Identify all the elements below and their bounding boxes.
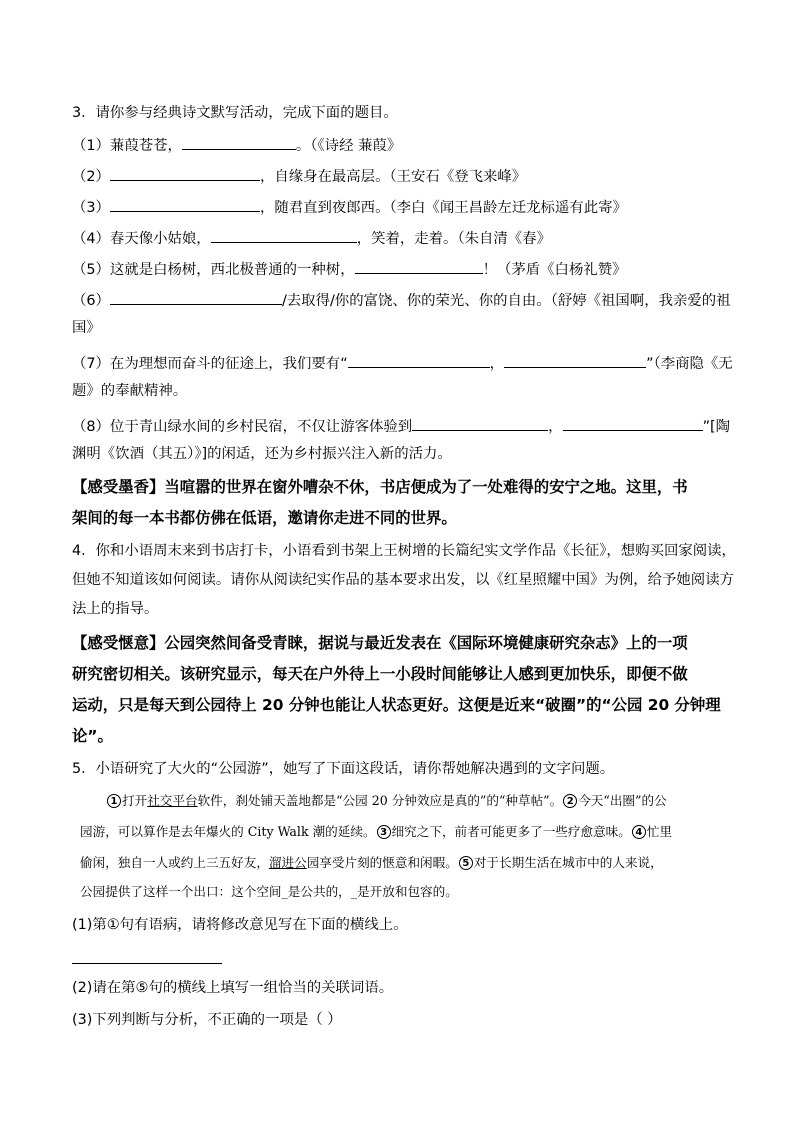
q3-item-2-text-b: ，自缘身在最高层。（王安石《登飞来峰》 <box>259 169 527 185</box>
q3-item-4 <box>72 227 724 249</box>
answer-line[interactable] <box>72 963 222 964</box>
answer-blank[interactable] <box>355 258 483 274</box>
q4-line-3: 法上的指导。 <box>72 601 159 617</box>
q3-item-8-text-c: ”[陶 <box>702 419 731 435</box>
section-qieyi-line-2: 研究密切相关。该研究显示，每天在户外待上一小段时间能够让人感到更加快乐，即便不做 <box>72 665 688 683</box>
passage-text: 对于长期生活在城市中的人来说， <box>473 855 663 870</box>
q3-title: 3．请你参与经典诗文默写活动，完成下面的题目。 <box>72 105 398 121</box>
answer-blank[interactable] <box>110 165 260 181</box>
answer-blank[interactable] <box>110 289 282 305</box>
q5-passage-line-4: 公园提供了这样一个出口：这个空间_是公共的，_是开放和包容的。 <box>80 884 458 899</box>
q3-item-3 <box>72 196 724 218</box>
q4-line-2: 但她不知道该如何阅读。请你从阅读纪实作品的基本要求出发，以《红星照耀中国》为例，给予她阅读方 <box>72 572 734 588</box>
q3-item-1-text-b: 。（《诗经 蒹葭》 <box>295 138 402 154</box>
q5-sub-question-3: (3)下列判断与分析，不正确的一项是（ ） <box>72 1012 342 1028</box>
passage-underlined: 社交平台 <box>147 793 198 808</box>
q3-item-6-text-a: （6） <box>72 293 110 309</box>
passage-text: 今天“出圈”的公 <box>578 793 667 808</box>
q3-item-8-text-a: （8）位于青山绿水间的乡村民宿，不仅让游客体验到 <box>72 419 413 435</box>
answer-blank[interactable] <box>182 134 296 150</box>
q3-item-5 <box>72 258 724 280</box>
passage-text: 软件，刹处铺天盖地都是“公园 20 分钟效应是真的”的“种草帖”。 <box>197 793 563 808</box>
q5-sub-question-2: (2)请在第⑤句的横线上填写一组恰当的关联词语。 <box>72 980 394 996</box>
passage-text: 细究之下，前者可能更多了一些疗愈意味。 <box>391 824 631 839</box>
q4-line-1: 4．你和小语周末来到书店打卡，小语看到书架上王树增的长篇纪实文学作品《长征》，想购买回家阅读， <box>72 543 736 559</box>
q3-item-2-text-a: （2） <box>72 169 110 185</box>
q5-title: 5．小语研究了大火的“公园游”，她写了下面这段话，请你帮她解决遇到的文字问题。 <box>72 761 615 777</box>
answer-blank[interactable] <box>110 196 260 212</box>
q5-passage-line-3 <box>80 853 720 873</box>
passage-text: 园享受片刻的惬意和闲暇。 <box>306 855 458 870</box>
section-moxiang-line-1: 【感受墨香】当喧嚣的世界在窗外嘈杂不休，书店便成为了一处难得的安宁之地。这里，书 <box>72 478 688 496</box>
number-5-icon: 5 <box>459 856 473 870</box>
section-moxiang-line-2: 架间的每一本书都仿佛在低语，邀请你走进不同的世界。 <box>72 509 457 527</box>
q3-item-6-cont: 国》 <box>72 320 101 336</box>
number-2-icon: 2 <box>563 794 577 808</box>
q3-item-4-text-b: ，笑着，走着。（朱自清《春》 <box>356 231 551 247</box>
passage-text: 忙里 <box>646 824 673 839</box>
answer-blank[interactable] <box>412 415 548 431</box>
q3-item-6 <box>72 289 731 311</box>
passage-text: 园游，可以算作是去年爆火的 City Walk 潮的延续。 <box>80 824 376 839</box>
answer-blank[interactable] <box>504 352 646 368</box>
q3-item-8-cont: 渊明《饮酒（其五）》]的闲适，还为乡村振兴注入新的活力。 <box>72 446 452 462</box>
q3-item-7-text-b: ， <box>489 356 505 372</box>
q3-item-5-text-a: （5）这就是白杨树，西北极普通的一种树， <box>72 262 355 278</box>
answer-blank[interactable] <box>211 227 357 243</box>
q3-item-7 <box>72 352 733 374</box>
passage-text: 偷闲，独自一人或约上三五好友， <box>80 855 269 870</box>
q3-item-1-text-a: （1）蒹葭苍苍， <box>72 138 182 154</box>
section-qieyi-line-1: 【感受惬意】公园突然间备受青睐，据说与最近发表在《国际环境健康研究杂志》上的一项 <box>72 634 688 652</box>
q5-passage-line-1 <box>106 791 746 811</box>
section-qieyi-line-3: 运动，只是每天到公园待上 20 分钟也能让人状态更好。这便是近来“破圈”的“公园 20 分钟理 <box>72 696 721 714</box>
number-1-icon: 1 <box>107 794 121 808</box>
passage-text: 打开 <box>122 793 148 808</box>
q5-passage-line-2 <box>80 822 720 842</box>
q3-item-2 <box>72 165 724 187</box>
section-qieyi-line-4: 论”。 <box>72 727 113 745</box>
q3-item-7-text-c: ”（李商隐《无 <box>646 356 733 372</box>
passage-underlined: 溜进公 <box>268 855 307 870</box>
q3-item-6-text-b: /去取得/你的富饶、你的荣光、你的自由。（舒婷《祖国啊，我亲爱的祖 <box>281 293 731 309</box>
q3-item-3-text-a: （3） <box>72 200 110 216</box>
number-4-icon: 4 <box>632 825 646 839</box>
q5-sub-question-1: (1)第①句有语病，请将修改意见写在下面的横线上。 <box>72 917 408 933</box>
answer-blank[interactable] <box>563 415 703 431</box>
q3-item-1 <box>72 134 724 156</box>
answer-blank[interactable] <box>348 352 490 368</box>
q3-item-8-text-b: ， <box>548 419 563 435</box>
q3-item-4-text-a: （4）春天像小姑娘， <box>72 231 211 247</box>
q3-item-8 <box>72 415 731 437</box>
q3-item-3-text-b: ，随君直到夜郎西。（李白《闻王昌龄左迁龙标遥有此寄》 <box>259 200 627 216</box>
q3-item-7-cont: 题》的奉献精神。 <box>72 383 188 399</box>
q3-item-5-text-b: ！（茅盾《白杨礼赞》 <box>482 262 627 278</box>
number-3-icon: 3 <box>377 825 391 839</box>
q3-item-7-text-a: （7）在为理想而奋斗的征途上，我们要有“ <box>72 356 348 372</box>
